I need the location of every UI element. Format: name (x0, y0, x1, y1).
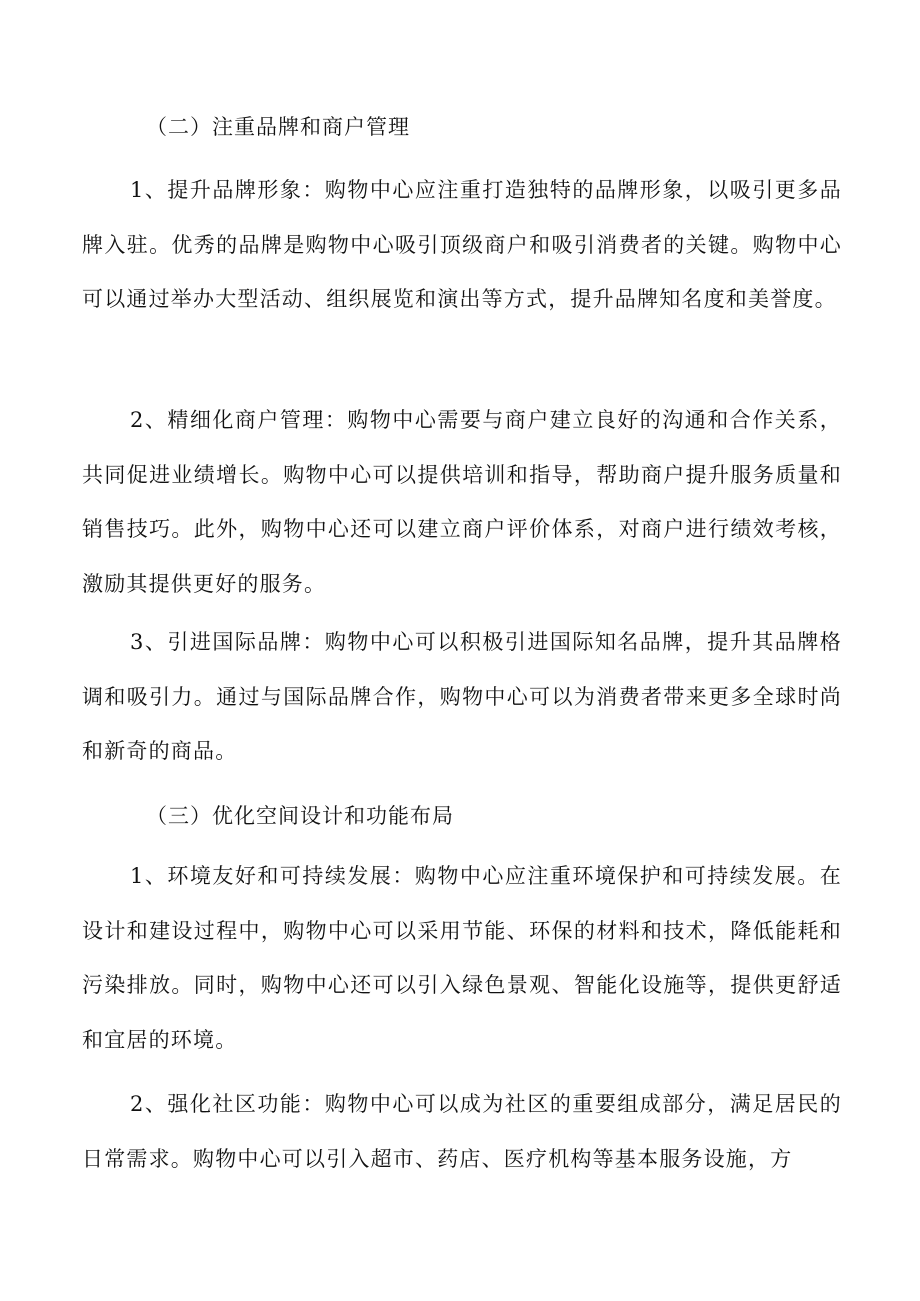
paragraph-community-function: 2、强化社区功能：购物中心可以成为社区的重要组成部分，满足居民的日常需求。购物中心可以引入超市、药店、医疗机构等基本服务设施，方 (82, 1092, 842, 1171)
paragraph-international-brands: 3、引进国际品牌：购物中心可以积极引进国际知名品牌，提升其品牌格调和吸引力。通过与国际品牌合作，购物中心可以为消费者带来更多全球时尚和新奇的商品。 (82, 630, 842, 763)
paragraph-sustainability: 1、环境友好和可持续发展：购物中心应注重环境保护和可持续发展。在设计和建设过程中，购物中心可以采用节能、环保的材料和技术，降低能耗和污染排放。同时，购物中心还可以引入绿色景观、智能化设施等，提供更舒适和宜居的环境。 (82, 864, 842, 1052)
section-heading-3: （三）优化空间设计和功能布局 (146, 804, 454, 828)
paragraph-brand-image: 1、提升品牌形象：购物中心应注重打造独特的品牌形象，以吸引更多品牌入驻。优秀的品牌是购物中心吸引顶级商户和吸引消费者的关键。购物中心可以通过举办大型活动、组织展览和演出等方式，提升品牌知名度和美誉度。 (82, 178, 842, 311)
paragraph-tenant-management: 2、精细化商户管理：购物中心需要与商户建立良好的沟通和合作关系，共同促进业绩增长。购物中心可以提供培训和指导，帮助商户提升服务质量和销售技巧。此外，购物中心还可以建立商户评价体系，对商户进行绩效考核，激励其提供更好的服务。 (82, 408, 842, 596)
section-heading-2: （二）注重品牌和商户管理 (146, 115, 410, 139)
